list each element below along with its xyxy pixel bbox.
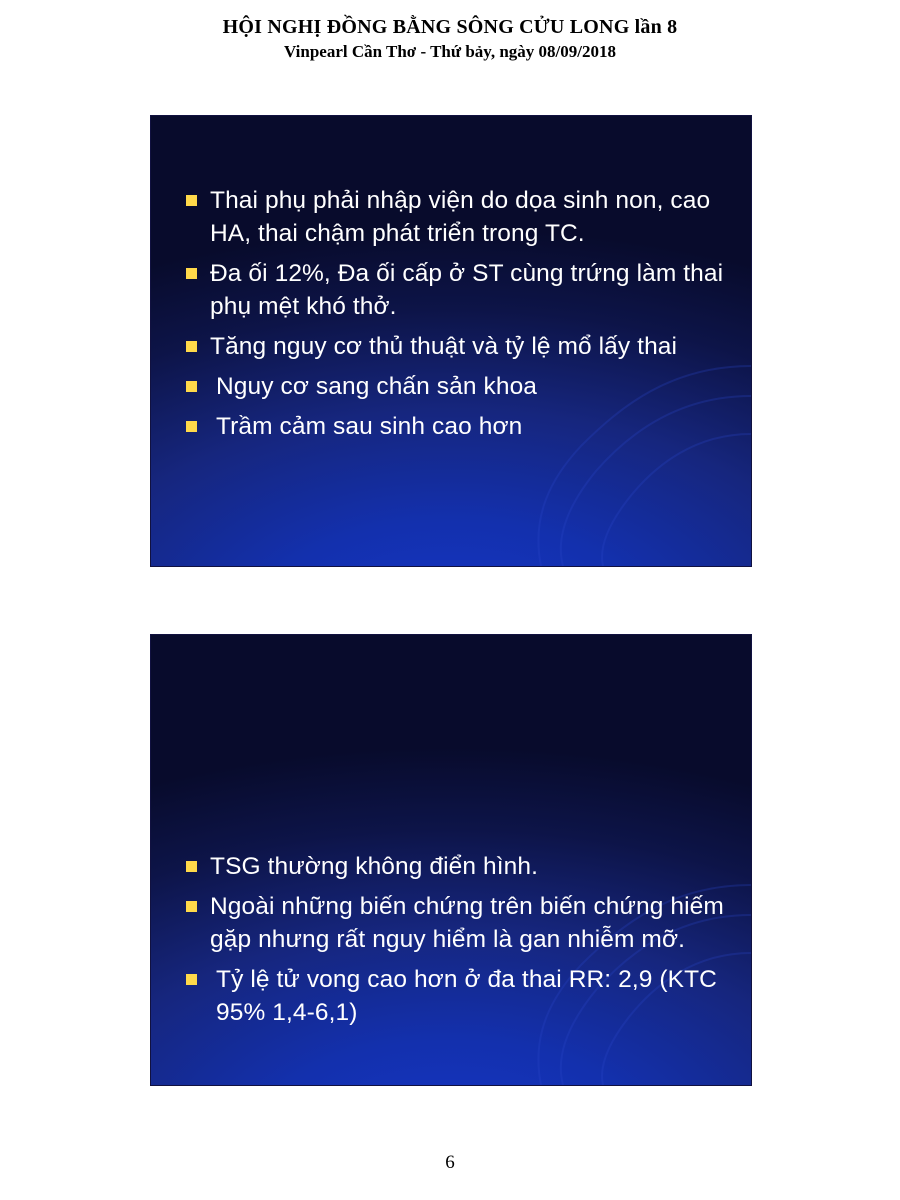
bullet-text: Trầm cảm sau sinh cao hơn xyxy=(216,413,523,440)
bullet-text: Ngoài những biến chứng trên biến chứng hiếm gặp nhưng rất nguy hiểm là gan nhiễm mỡ. xyxy=(210,893,724,953)
bullet-text: TSG thường không điển hình. xyxy=(210,853,539,880)
list-item xyxy=(186,184,733,250)
header-title-line-2: Vinpearl Cần Thơ - Thứ bảy, ngày 08/09/2018 xyxy=(284,42,616,61)
bullet-square-icon xyxy=(186,974,197,985)
slide-1 xyxy=(150,115,752,567)
header-title-line-1: HỘI NGHỊ ĐỒNG BẰNG SÔNG CỬU LONG lần 8 xyxy=(222,16,678,38)
bullet-square-icon xyxy=(186,195,197,206)
bullet-text: Đa ối 12%, Đa ối cấp ở ST cùng trứng làm thai phụ mệt khó thở. xyxy=(210,260,724,320)
list-item xyxy=(186,410,733,443)
bullet-text: Tỷ lệ tử vong cao hơn ở đa thai RR: 2,9 (KTC 95% 1,4-6,1) xyxy=(216,966,717,1026)
bullet-square-icon xyxy=(186,861,197,872)
page-number: 6 xyxy=(445,1152,455,1173)
bullet-text: Tăng nguy cơ thủ thuật và tỷ lệ mổ lấy thai xyxy=(210,333,678,360)
bullet-square-icon xyxy=(186,381,197,392)
list-item xyxy=(186,370,733,403)
bullet-square-icon xyxy=(186,341,197,352)
slide-1-bullet-list xyxy=(186,184,733,450)
bullet-text: Thai phụ phải nhập viện do dọa sinh non, cao HA, thai chậm phát triển trong TC. xyxy=(210,187,711,247)
slide-2-content xyxy=(151,635,751,1085)
bullet-square-icon xyxy=(186,268,197,279)
page-header xyxy=(0,14,900,64)
bullet-square-icon xyxy=(186,901,197,912)
slide-2-bullet-list xyxy=(186,850,733,1036)
slide-1-content xyxy=(151,116,751,566)
list-item xyxy=(186,850,733,883)
list-item xyxy=(186,257,733,323)
list-item xyxy=(186,963,733,1029)
bullet-text: Nguy cơ sang chấn sản khoa xyxy=(216,373,538,400)
bullet-square-icon xyxy=(186,421,197,432)
list-item xyxy=(186,330,733,363)
slide-2 xyxy=(150,634,752,1086)
list-item xyxy=(186,890,733,956)
